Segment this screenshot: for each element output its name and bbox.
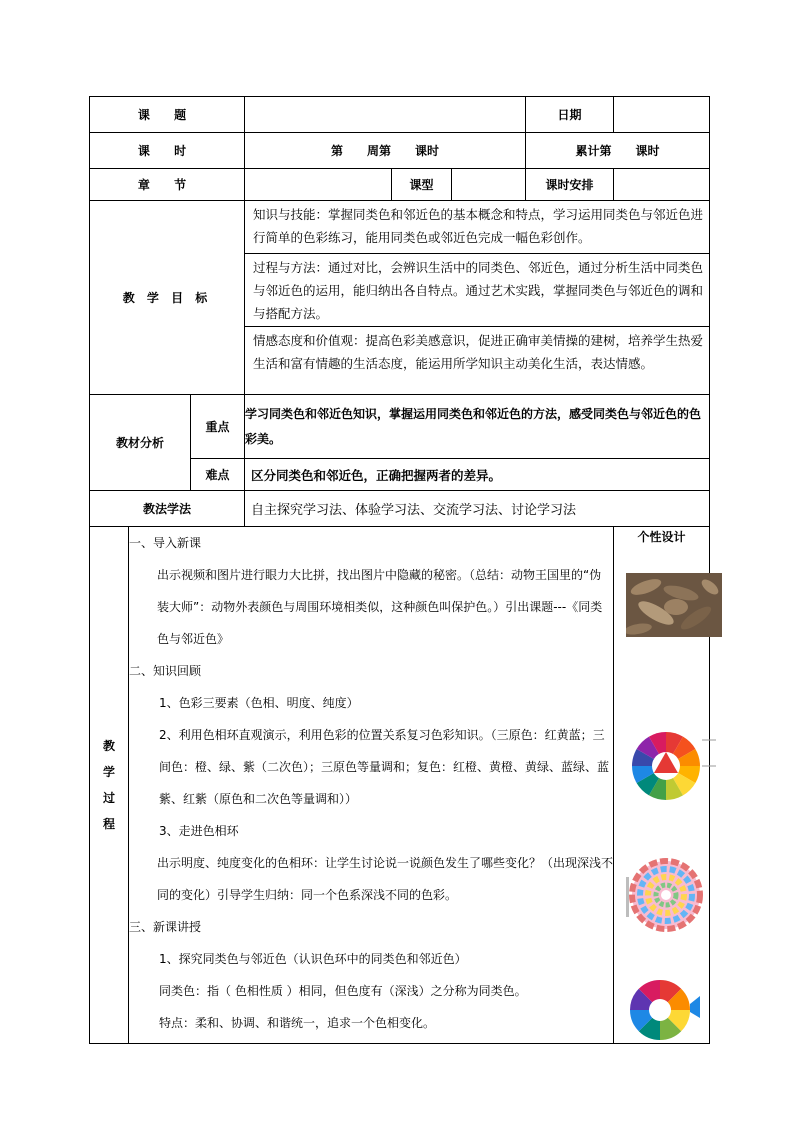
key-point-label: 重点 [191,395,245,459]
camouflage-leaves-image [626,573,722,637]
analysis-label: 教材分析 [90,395,191,491]
chapter-label: 章 节 [90,169,245,201]
objective-knowledge: 知识与技能：掌握同类色和邻近色的基本概念和特点，学习运用同类色与邻近色进行简单的色彩练习，能用同类色或邻近色完成一幅色彩创作。 [245,201,709,254]
date-value[interactable] [614,97,710,133]
intro-paragraph: 出示视频和图片进行眼力大比拼，找出图片中隐藏的秘密。（总结：动物王国里的“伪装大师”：动物外表颜色与周围环境相类似，这种颜色叫保护色。）引出课题---《同类色与邻近色》 [157,568,603,646]
feature-similar-color: 特点：柔和、协调、和谐统一，追求一个色相变化。 [159,1016,436,1030]
process-content [129,527,614,1044]
definition-similar-color: 同类色：指（ 色相性质 ）相同，但色度有（深浅）之分称为同类色。 [159,984,527,998]
personal-design-header: 个性设计 [637,530,686,544]
objective-process: 过程与方法：通过对比，会辨识生活中的同类色、邻近色，通过分析生活中同类色与邻近色的运用，能归纳出各自特点。通过艺术实践，掌握同类色与邻近色的调和与搭配方法。 [245,254,709,327]
key-point-text: 学习同类色和邻近色知识，掌握运用同类色和邻近色的方法，感受同类色与邻近色的色彩美。 [245,395,710,459]
methods-label: 教法学法 [90,491,245,527]
objectives-label: 教 学 目 标 [90,201,245,395]
type-value[interactable] [452,169,526,201]
section-intro-heading: 一、导入新课 [129,536,202,550]
type-label: 课型 [392,169,452,201]
review-item-3: 3、走进色相环 [159,824,239,838]
schedule-label: 课时安排 [526,169,614,201]
chapter-value[interactable] [245,169,392,201]
tint-shade-color-wheel [626,857,722,937]
section-new-heading: 三、新课讲授 [129,920,202,934]
personal-design-column [614,527,710,1044]
objective-emotion: 情感态度和价值观：提高色彩美感意识，促进正确审美情操的建树，培养学生热爱生活和富有情趣的生活态度，能运用所学知识主动美化生活，表达情感。 [253,333,704,371]
hours-text: 第 周第 课时 [245,133,526,169]
difficulty-label: 难点 [191,459,245,491]
date-label: 日期 [526,97,614,133]
review-item-2: 2、利用色相环直观演示，利用色彩的位置关系复习色彩知识。（三原色：红黄蓝；三间色：橙、绿、紫（二次色）；三原色等量调和；复色：红橙、黄橙、黄绿、蓝绿、蓝紫、红紫（原色和二次色等量调和）） [159,728,610,806]
review-item-1: 1、色彩三要素（色相、明度、纯度） [159,696,359,710]
methods-text: 自主探究学习法、体验学习法、交流学习法、讨论学习法 [245,491,710,527]
difficulty-text: 区分同类色和邻近色，正确把握两者的差异。 [245,459,710,491]
review-paragraph: 出示明度、纯度变化的色相环：让学生讨论说一说颜色发生了哪些变化？（出现深浅不同的变化）引导学生归纳：同一个色系深浅不同的色彩。 [157,856,614,902]
process-label: 教 学 过 程 [90,527,129,1044]
section-review-heading: 二、知识回顾 [129,664,202,678]
lesson-plan-table [89,96,710,1044]
hours-label: 课 时 [90,133,245,169]
topic-label: 课 题 [90,97,245,133]
new-item-1: 1、探究同类色与邻近色（认识色环中的同类色和邻近色） [159,952,467,966]
schedule-value[interactable] [614,169,710,201]
color-wheel-diagram [626,726,722,808]
topic-value[interactable] [245,97,526,133]
cumulative-text: 累计第 课时 [526,133,710,169]
hue-color-wheel [626,978,722,1040]
